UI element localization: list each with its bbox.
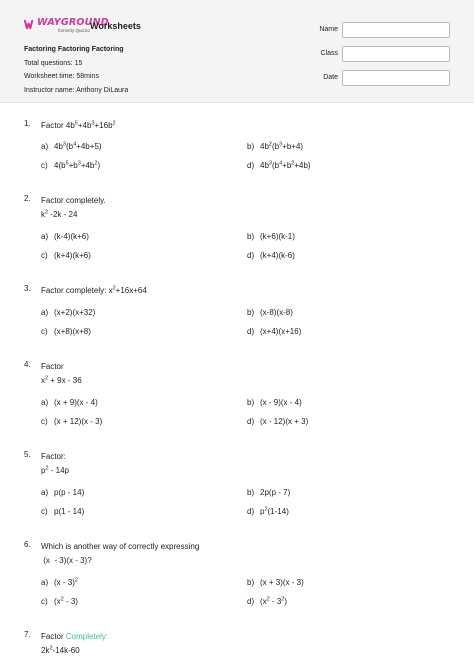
date-field[interactable] — [342, 70, 450, 86]
answer-option-a[interactable] — [41, 308, 95, 317]
option-letter: a) — [41, 232, 49, 241]
option-letter: a) — [41, 308, 49, 317]
name-field[interactable] — [342, 22, 450, 38]
worksheet-title: Factoring Factoring Factoring — [24, 46, 124, 53]
question-line: $p^2 - 14p$ — [41, 465, 69, 475]
instructor-name: Instructor name: Anthony DiLaura — [24, 86, 129, 94]
option-letter: b) — [247, 142, 255, 151]
answer-option-d[interactable] — [247, 251, 295, 260]
date-field-row — [300, 70, 452, 86]
name-field-row — [300, 22, 452, 38]
question-line: Factor completely. — [41, 196, 106, 205]
name-label: Name — [319, 26, 338, 33]
question-number: 7. — [24, 630, 31, 639]
option-text: 2p(p - 7) — [260, 488, 291, 497]
option-letter: d) — [247, 251, 255, 260]
option-letter: a) — [41, 142, 49, 151]
option-letter: c) — [41, 597, 48, 606]
question-line: Factor — [41, 362, 64, 371]
question-number: 5. — [24, 450, 31, 459]
question-line: Factor $4b^5+4b^3+16b^2$ — [41, 120, 116, 130]
option-text: (x - 3)$^2$ — [54, 577, 78, 587]
option-letter: a) — [41, 398, 49, 407]
answer-option-b[interactable] — [247, 578, 304, 587]
question-number: 6. — [24, 540, 31, 549]
option-text: (k+6)(k-1) — [260, 232, 295, 241]
question-text — [41, 194, 106, 222]
question-line: $x^2 + 9x - 36$ — [41, 375, 82, 385]
option-text: $p^2(1-14)$ — [260, 506, 289, 516]
option-text: (x - 12)(x + 3) — [260, 417, 309, 426]
option-text: (x+4)(x+16) — [260, 327, 302, 336]
class-label: Class — [320, 50, 338, 57]
answer-option-c[interactable] — [41, 327, 91, 336]
option-letter: b) — [247, 308, 255, 317]
question-number: 3. — [24, 284, 31, 293]
option-letter: d) — [247, 597, 255, 606]
option-letter: b) — [247, 578, 255, 587]
answer-option-d[interactable] — [247, 597, 287, 606]
answer-option-a[interactable] — [41, 232, 89, 241]
question-number: 4. — [24, 360, 31, 369]
answer-option-a[interactable] — [41, 488, 84, 497]
class-field-row — [300, 46, 452, 62]
answer-option-b[interactable] — [247, 488, 290, 497]
brand-name: WAYGROUND — [37, 17, 109, 28]
question-line: Factor Completely: — [41, 632, 109, 641]
option-text: $4b^2(b^3+b+4)$ — [260, 141, 304, 151]
option-text: $4b^3(b^4+b^2+4b)$ — [260, 160, 311, 170]
question-text — [41, 360, 82, 388]
answer-option-c[interactable] — [41, 417, 102, 426]
answer-option-c[interactable] — [41, 161, 100, 170]
question-line: Which is another way of correctly expressing — [41, 542, 200, 551]
worksheet-header — [0, 0, 474, 103]
option-letter: b) — [247, 488, 255, 497]
wayground-logo-icon — [24, 19, 35, 30]
option-text: (x + 3)(x - 3) — [260, 578, 304, 587]
answer-option-b[interactable] — [247, 308, 293, 317]
app-title: Worksheets — [90, 21, 141, 31]
class-field[interactable] — [342, 46, 450, 62]
question-text — [41, 450, 69, 478]
option-text: (x+8)(x+8) — [54, 327, 91, 336]
question-text — [41, 630, 108, 658]
option-letter: b) — [247, 232, 255, 241]
question-line: Factor: — [41, 452, 66, 461]
question-number: 1. — [24, 119, 31, 128]
answer-option-b[interactable] — [247, 398, 302, 407]
option-letter: c) — [41, 251, 48, 260]
option-letter: c) — [41, 161, 48, 170]
question-number: 2. — [24, 194, 31, 203]
question-line: $2k^2-14k-60$ — [41, 645, 80, 655]
option-letter: d) — [247, 161, 255, 170]
answer-option-d[interactable] — [247, 327, 301, 336]
option-letter: d) — [247, 327, 255, 336]
question-text — [41, 540, 199, 568]
answer-option-d[interactable] — [247, 417, 308, 426]
option-letter: c) — [41, 507, 48, 516]
answer-option-a[interactable] — [41, 142, 102, 151]
worksheet-meta — [24, 43, 128, 97]
question-line: Factor completely: $x^2+16x+64$ — [41, 285, 147, 295]
answer-option-c[interactable] — [41, 507, 84, 516]
total-questions: Total questions: 15 — [24, 59, 83, 67]
answer-option-d[interactable] — [247, 161, 311, 170]
option-text: (k-4)(k+6) — [54, 232, 89, 241]
option-letter: d) — [247, 417, 255, 426]
option-text: $(x^2 - 3)$ — [54, 596, 78, 606]
date-label: Date — [323, 74, 338, 81]
option-text: (k+4)(k+6) — [54, 251, 91, 260]
answer-option-c[interactable] — [41, 251, 91, 260]
option-text: (x + 9)(x - 4) — [54, 398, 98, 407]
answer-option-a[interactable] — [41, 398, 98, 407]
option-letter: d) — [247, 507, 255, 516]
question-line: (x - 3)(x - 3)? — [41, 556, 92, 565]
worksheet-time: Worksheet time: 58mins — [24, 73, 99, 80]
option-letter: a) — [41, 578, 49, 587]
option-text: (x + 12)(x - 3) — [54, 417, 103, 426]
answer-option-c[interactable] — [41, 597, 78, 606]
answer-option-d[interactable] — [247, 507, 289, 516]
option-letter: a) — [41, 488, 49, 497]
option-text: (x-8)(x-8) — [260, 308, 293, 317]
option-text: $4(b^5+b^3+4b^2)$ — [54, 160, 101, 170]
option-letter: c) — [41, 417, 48, 426]
answer-option-b[interactable] — [247, 232, 295, 241]
answer-option-a[interactable] — [41, 578, 78, 587]
question-text — [41, 119, 116, 133]
option-text: (k+4)(k-6) — [260, 251, 295, 260]
option-text: (x+2)(x+32) — [54, 308, 96, 317]
question-line: $k^2$ -2k - 24 — [41, 209, 78, 219]
option-text: $(x^2 - 3^2)$ — [260, 596, 288, 606]
option-text: p(1 - 14) — [54, 507, 85, 516]
option-text: p(p - 14) — [54, 488, 85, 497]
brand-subtitle: formerly Quizizz — [58, 28, 91, 33]
answer-option-b[interactable] — [247, 142, 303, 151]
option-letter: b) — [247, 398, 255, 407]
question-text — [41, 284, 147, 298]
option-text: (x - 9)(x - 4) — [260, 398, 302, 407]
option-letter: c) — [41, 327, 48, 336]
option-text: $4b^3(b^4+4b+5)$ — [54, 141, 102, 151]
